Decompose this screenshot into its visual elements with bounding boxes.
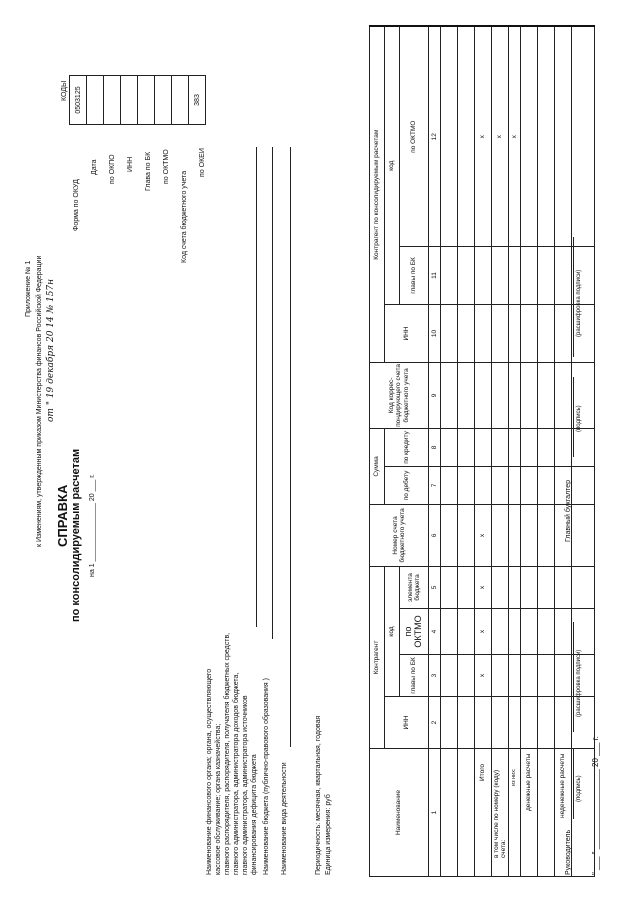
activity-line <box>290 147 291 747</box>
header-sum: Сумма <box>370 428 385 504</box>
budget-name-line <box>272 147 273 639</box>
head-sign-line <box>573 749 574 819</box>
noncash-row: неденежные расчеты <box>555 26 572 876</box>
cash-row: денежные расчеты <box>521 26 538 876</box>
header-glava-bk: главы по БК <box>400 655 429 697</box>
code-okpo <box>104 76 121 125</box>
header-counterparty2: Контрагент по консолидируемым расчетам <box>370 26 385 362</box>
code-oktmo <box>155 76 172 125</box>
head-decode-line <box>573 622 574 732</box>
code-label-okud: Форма по ОКУД <box>73 179 80 231</box>
code-label-okei: по ОКЕИ <box>199 148 206 177</box>
head-sign-caption: (подпись) <box>576 775 582 802</box>
chief-decode-line <box>573 237 574 357</box>
table-row <box>441 26 458 876</box>
rotated-document <box>25 27 615 877</box>
org-label: Наименование финансового органа; органа, осуществляющего кассовое обслуживание; органа казначейства; главного распорядителя, распорядителя, получателя бюджетных средств, главного администратора, администратора доходов бюджета, главного администратора, администратора источников финансирования дефицита бюджета <box>206 632 258 875</box>
head-label: Руководитель <box>565 829 572 875</box>
code-label-glava: Глава по БК <box>145 151 152 191</box>
code-label-account: Код счета бюджетного учета <box>181 170 188 263</box>
chief-accountant-label: Главный бухгалтер <box>565 480 572 542</box>
chief-sign-line <box>573 377 574 457</box>
settlements-table <box>369 25 595 877</box>
code-label-okpo: по ОКПО <box>109 154 116 184</box>
chief-sign-caption: (подпись) <box>576 405 582 432</box>
code-inn <box>121 76 138 125</box>
code-label-oktmo: по ОКТМО <box>163 149 170 184</box>
header-code2: код <box>385 26 400 304</box>
header-credit: по кредиту <box>385 428 429 466</box>
codes-header: КОДЫ <box>61 80 68 101</box>
header-inn: ИНН <box>385 697 429 749</box>
code-glava <box>138 76 155 125</box>
table-row <box>458 26 475 876</box>
document-title: СПРАВКА <box>55 484 70 547</box>
code-label-date: Дата <box>91 159 98 175</box>
code-date <box>87 76 104 125</box>
periodicity-label: Периодичность: месячная, квартальная, годовая <box>315 715 322 875</box>
header-account-no: Номер счета бюджетного учета <box>370 504 429 566</box>
chief-decode-caption: (расшифровка подписи) <box>576 269 582 337</box>
report-period: на 1 _______________ 20 ___ г. <box>89 474 96 577</box>
header-inn2: ИНН <box>385 304 429 362</box>
including-row: в том числе по номеру (коду) счета: x <box>492 26 509 876</box>
of-which-row: из них: x <box>509 26 521 876</box>
code-account <box>172 76 189 125</box>
table-row <box>538 26 555 876</box>
code-label-inn: ИНН <box>127 156 134 172</box>
signature-date: " ___ " __________________ 20 ___ г. <box>591 736 600 875</box>
header-code: код <box>385 566 400 696</box>
header-debit: по дебету <box>385 466 429 504</box>
header-element: элемента бюджета <box>400 566 429 608</box>
budget-name-label: Наименование бюджета (публично-правового образования ) <box>263 678 270 875</box>
total-row: Итого x x x x x <box>475 26 492 876</box>
activity-label: Наименование вида деятельности <box>281 762 288 875</box>
codes-table <box>69 75 206 125</box>
header-corr-account: Код коррес-пондирующего счета бюджетного учета <box>370 362 429 428</box>
document-subtitle: по консолидируемым расчетам <box>70 448 82 622</box>
org-name-line <box>256 147 257 627</box>
appendix-date: от " 19 декабря 20 14 № 157н <box>46 278 56 422</box>
unit-label: Единица измерения: руб <box>325 794 332 875</box>
header-oktmo: по ОКТМО <box>400 609 429 655</box>
appendix-line: к Изменениям, утвержденным приказом Министерства финансов Российской Федерации <box>36 255 43 547</box>
header-glava-bk2: главы по БК <box>400 246 429 304</box>
column-numbers-row: 1 2 3 4 5 6 7 8 9 10 11 12 <box>429 26 441 876</box>
code-okei: 383 <box>189 76 206 125</box>
appendix-title: Приложение № 1 <box>25 260 32 317</box>
head-decode-caption: (расшифровка подписи) <box>576 649 582 717</box>
code-okud: 0503125 <box>70 76 87 125</box>
header-counterparty: Контрагент <box>370 566 385 748</box>
header-oktmo2: по ОКТМО <box>400 26 429 246</box>
header-name: Наименование <box>370 749 429 877</box>
